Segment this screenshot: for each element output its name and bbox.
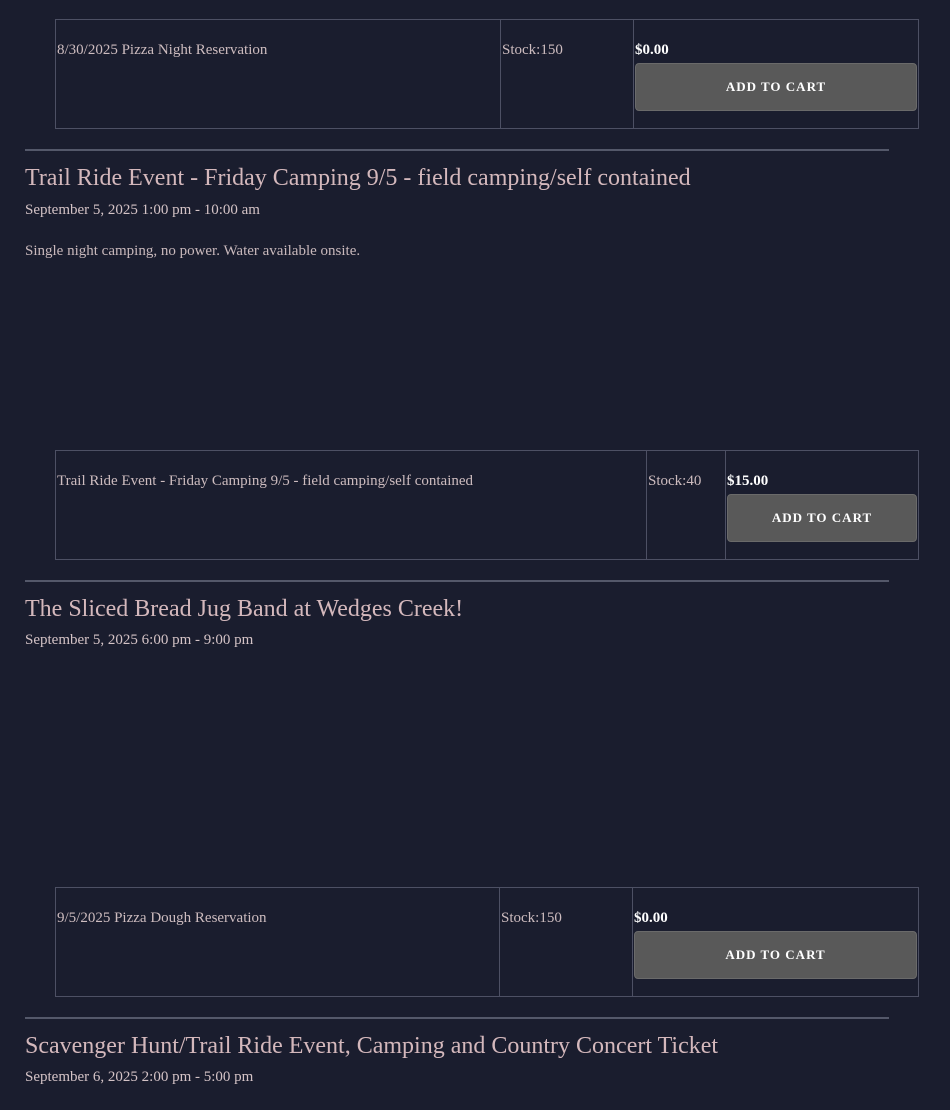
product-table <box>55 450 919 560</box>
stock-cell <box>499 888 632 996</box>
event-title[interactable]: Scavenger Hunt/Trail Ride Event, Camping and Country Concert Ticket <box>25 1033 719 1059</box>
event-title[interactable]: Trail Ride Event - Friday Camping 9/5 - field camping/self contained <box>25 165 691 191</box>
event-date: September 5, 2025 6:00 pm - 9:00 pm <box>25 632 254 648</box>
add-to-cart-button[interactable]: ADD TO CART <box>634 931 917 979</box>
add-to-cart-button[interactable]: ADD TO CART <box>635 63 917 111</box>
product-name-cell <box>56 451 646 559</box>
product-name: 8/30/2025 Pizza Night Reservation <box>57 42 268 58</box>
event-title[interactable]: The Sliced Bread Jug Band at Wedges Creek! <box>25 596 464 622</box>
event-date: September 5, 2025 1:00 pm - 10:00 am <box>25 202 260 218</box>
product-name: Trail Ride Event - Friday Camping 9/5 - field camping/self contained <box>57 473 474 489</box>
stock-cell <box>500 20 633 128</box>
product-table <box>55 887 919 997</box>
stock-count: Stock:40 <box>648 473 702 489</box>
product-table <box>55 19 919 129</box>
price-cell <box>633 20 918 128</box>
price-cell <box>725 451 918 559</box>
stock-cell <box>646 451 725 559</box>
stock-count: Stock:150 <box>502 42 563 58</box>
section-divider <box>25 1017 889 1019</box>
add-to-cart-button[interactable]: ADD TO CART <box>727 494 917 542</box>
product-price: $0.00 <box>634 910 668 926</box>
product-name-cell <box>56 888 499 996</box>
price-cell <box>632 888 918 996</box>
product-name-cell <box>56 20 500 128</box>
product-price: $15.00 <box>727 473 769 489</box>
product-name: 9/5/2025 Pizza Dough Reservation <box>57 910 267 926</box>
event-description: Single night camping, no power. Water available onsite. <box>25 243 361 259</box>
section-divider <box>25 149 889 151</box>
stock-count: Stock:150 <box>501 910 562 926</box>
section-divider <box>25 580 889 582</box>
event-date: September 6, 2025 2:00 pm - 5:00 pm <box>25 1069 254 1085</box>
product-price: $0.00 <box>635 42 669 58</box>
